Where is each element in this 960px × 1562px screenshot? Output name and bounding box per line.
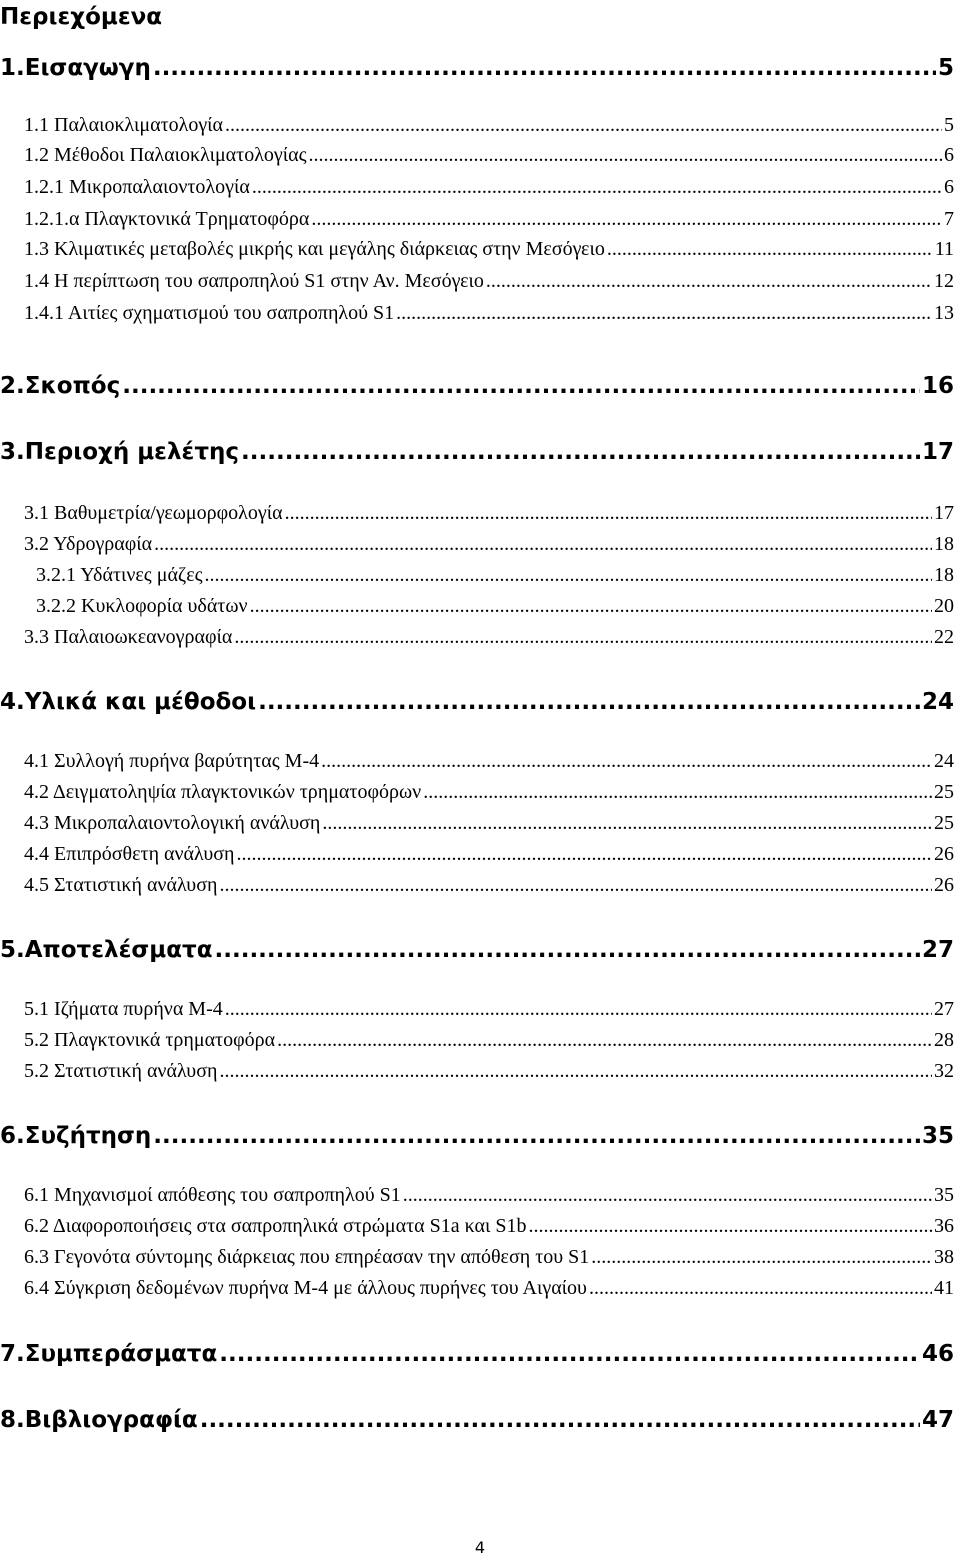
toc-entry-section[interactable] [24,112,960,138]
toc-entry-chapter[interactable] [0,686,960,718]
toc-entry-text: 1.2.1 Μικροπαλαιοντολογία [24,176,250,198]
toc-entry-text: 1.3 Κλιματικές μεταβολές μικρής και μεγάλης διάρκειας στην Μεσόγειο [24,238,605,260]
toc-entry-text: 3.3 Παλαιοωκεανογραφία [24,626,233,648]
toc-entry-section[interactable] [24,1027,960,1053]
toc-page-number: 38 [934,1246,954,1268]
toc-entry-text: 1.1 Παλαιοκλιματολογία [24,114,224,136]
toc-entry-text: 5.2 Στατιστική ανάλυση [24,1060,218,1082]
toc-entry-text: 6.3 Γεγονότα σύντομης διάρκειας που επηρέασαν την απόθεση του S1 [24,1246,590,1268]
toc-page-number: 35 [921,1123,954,1149]
dot-leader [237,841,932,867]
dot-leader [589,1275,932,1301]
toc-page-number: 27 [934,998,954,1020]
toc-page-number: 26 [934,843,954,865]
toc-entry-text: 5.2 Πλαγκτονικά τρηματοφόρα [24,1029,276,1051]
toc-entry-section[interactable] [24,531,960,557]
toc-entry-text: 1.4 Η περίπτωση του σαπροπηλού S1 στην Αν. Μεσόγειο [24,270,484,292]
toc-entry-section[interactable] [24,174,960,200]
page-number: 4 [474,1538,486,1557]
toc-entry-text: 1.Εισαγωγη [0,55,151,81]
dot-leader [153,52,936,84]
toc-page-number: 36 [934,1215,954,1237]
dot-leader [486,268,932,294]
toc-page-number: 35 [934,1184,954,1206]
toc-page-number: 6 [944,144,954,166]
toc-entry-section[interactable] [24,236,960,262]
toc-page-number: 32 [934,1060,954,1082]
toc-entry-text: 5.1 Ιζήματα πυρήνα M-4 [24,998,223,1020]
toc-page-number: 13 [934,302,954,324]
dot-leader [200,1404,920,1436]
dot-leader [321,748,932,774]
toc-entry-text: 1.2.1.α Πλαγκτονικά Τρηματοφόρα [24,208,310,230]
toc-page-number: 16 [921,373,954,399]
toc-entry-section[interactable] [24,1058,960,1084]
toc-page-number: 5 [937,55,954,81]
toc-entry-text: 4.3 Μικροπαλαιοντολογική ανάλυση [24,812,321,834]
toc-page-number: 11 [934,238,954,260]
dot-leader [250,593,932,619]
toc-entry-section[interactable] [24,841,960,867]
dot-leader [215,934,920,966]
dot-leader [234,624,932,650]
toc-entry-section[interactable] [36,593,960,619]
toc-page-number: 17 [921,439,954,465]
toc-entry-text: 5.Αποτελέσματα [0,937,213,963]
toc-entry-text: 3.1 Βαθυμετρία/γεωμορφολογία [24,502,283,524]
toc-entry-text: 6.Συζήτηση [0,1123,152,1149]
toc-entry-section[interactable] [24,624,960,650]
toc-title: Περιεχόμενα [0,4,163,30]
toc-page-number: 24 [934,750,954,772]
toc-entry-text: 1.4.1 Αιτίες σχηματισμού του σαπροπηλού S1 [24,302,395,324]
toc-entry-chapter[interactable] [0,370,960,402]
toc-entry-text: 7.Συμπεράσματα [0,1341,218,1367]
toc-entry-section[interactable] [24,1213,960,1239]
dot-leader [241,436,920,468]
toc-entry-section[interactable] [24,779,960,805]
dot-leader [225,996,932,1022]
dot-leader [591,1244,932,1270]
toc-entry-chapter[interactable] [0,436,960,468]
toc-entry-text: 8.Βιβλιογραφία [0,1407,198,1433]
dot-leader [252,174,942,200]
toc-entry-chapter[interactable] [0,1338,960,1370]
toc-entry-section[interactable] [24,1244,960,1270]
toc-page-number: 28 [934,1029,954,1051]
toc-page-number: 46 [921,1341,954,1367]
dot-leader [423,779,932,805]
dot-leader [154,531,932,557]
dot-leader [285,500,932,526]
toc-entry-text: 3.2 Υδρογραφία [24,533,153,555]
toc-page-number: 25 [934,781,954,803]
toc-entry-section[interactable] [36,562,960,588]
dot-leader [219,1338,920,1370]
dot-leader [311,206,942,232]
toc-entry-text: 3.Περιοχή μελέτης [0,439,240,465]
toc-entry-chapter[interactable] [0,1120,960,1152]
toc-page-number: 12 [934,270,954,292]
dot-leader [309,142,942,168]
toc-entry-chapter[interactable] [0,52,960,84]
toc-entry-section[interactable] [24,500,960,526]
dot-leader [322,810,932,836]
toc-entry-text: 3.2.1 Υδάτινες μάζες [36,564,203,586]
toc-entry-section[interactable] [24,1182,960,1208]
dot-leader [258,686,920,718]
toc-page-number: 25 [934,812,954,834]
dot-leader [205,562,932,588]
toc-page-number: 26 [934,874,954,896]
toc-entry-text: 4.Υλικά και μέθοδοι [0,689,257,715]
dot-leader [607,236,933,262]
toc-entry-text: 4.4 Επιπρόσθετη ανάλυση [24,843,235,865]
toc-page-number: 24 [921,689,954,715]
toc-entry-text: 2.Σκοπός [0,373,121,399]
toc-entry-text: 4.1 Συλλογή πυρήνα βαρύτητας M-4 [24,750,320,772]
toc-entry-chapter[interactable] [0,934,960,966]
toc-entry-section[interactable] [24,748,960,774]
toc-entry-text: 1.2 Μέθοδοι Παλαιοκλιματολογίας [24,144,307,166]
toc-entry-text: 6.1 Μηχανισμοί απόθεσης του σαπροπηλού S1 [24,1184,401,1206]
toc-entry-text: 3.2.2 Κυκλοφορία υδάτων [36,595,248,617]
toc-entry-section[interactable] [24,810,960,836]
toc-entry-text: 6.4 Σύγκριση δεδομένων πυρήνα M-4 με άλλους πυρήνες του Αιγαίου [24,1277,587,1299]
toc-page-number: 7 [944,208,954,230]
dot-leader [225,112,942,138]
dot-leader [396,300,932,326]
toc-entry-text: 4.5 Στατιστική ανάλυση [24,874,218,896]
dot-leader [277,1027,932,1053]
toc-page-number: 20 [934,595,954,617]
toc-entry-section[interactable] [24,206,960,232]
toc-page-number: 18 [934,564,954,586]
dot-leader [219,1058,932,1084]
toc-entry-section[interactable] [24,300,960,326]
toc-entry-chapter[interactable] [0,1404,960,1436]
toc-entry-section[interactable] [24,268,960,294]
dot-leader [529,1213,932,1239]
dot-leader [403,1182,932,1208]
dot-leader [122,370,920,402]
toc-entry-section[interactable] [24,996,960,1022]
toc-page-number: 17 [934,502,954,524]
toc-page-number: 6 [944,176,954,198]
dot-leader [219,872,932,898]
toc-page-number: 27 [921,937,954,963]
toc-page-number: 18 [934,533,954,555]
toc-entry-section[interactable] [24,142,960,168]
dot-leader [153,1120,920,1152]
toc-page-number: 47 [921,1407,954,1433]
toc-entry-text: 6.2 Διαφοροποιήσεις στα σαπροπηλικά στρώματα S1a και S1b [24,1215,527,1237]
toc-page-number: 41 [934,1277,954,1299]
toc-page-number: 5 [944,114,954,136]
toc-entry-section[interactable] [24,872,960,898]
toc-entry-text: 4.2 Δειγματοληψία πλαγκτονικών τρηματοφόρων [24,781,422,803]
toc-page-number: 22 [934,626,954,648]
toc-entry-section[interactable] [24,1275,960,1301]
